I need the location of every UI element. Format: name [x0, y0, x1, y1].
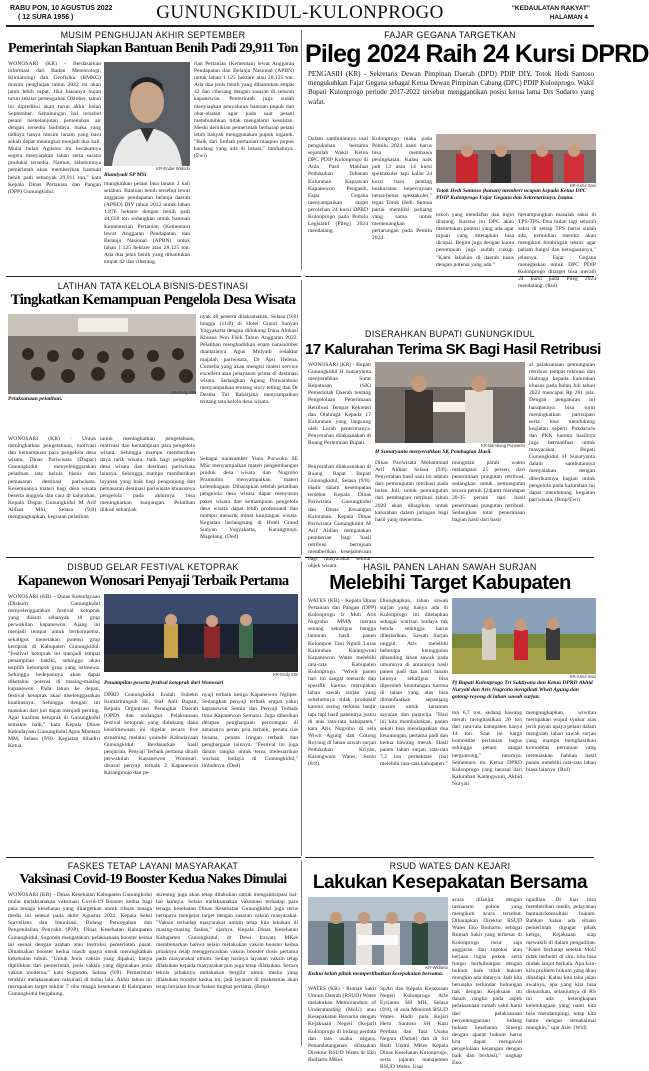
a3-col-3: nyak 40 peserta dilaksanakan, Selasa (9/8) hingga (11/8) di Hotel Grand Sunyan Yogyakarta dengan didukung Dana Alokasi Khusus Non Fisik Tahun Anggaran 2022. Pelatihan menghadirkan enam narasumber diantaranya Agus Mulyadi redaktur majalah pariwisata, Dr Apu Helena, Cornelia yang akan mengisi materi service excellent atau pelayanan prima di destinasi wisata. Sedangkan Agung Purwandono menyampaikan tentang story telling dan Dr Destha Titi Raharjana menyampaikan tentang tata kelola desa wisata. — [200, 314, 298, 406]
a4-photo-credit: KR-Bambang Purwanto — [481, 443, 525, 448]
a1-kicker: MUSIM PENGHUJAN AKHIR SEPTEMBER — [60, 30, 246, 40]
portrait-illustration — [104, 62, 190, 166]
a6-photo-caption: Pj Bupati Kulonprogo Tri Saktiyana dan Ketua DPRD Akhid Nuryati dan Aris Nugroho mengikuti Wiwit Agung dan gotong-royong di lahan sawah surjan. — [452, 680, 593, 700]
training-illustration — [8, 314, 196, 394]
a6-headline: Melebihi Target Kabupaten — [329, 572, 571, 594]
a5-photo-caption: Penampilan peserta festival ketoprak dari Wonosari — [104, 680, 224, 686]
a4-photo — [375, 362, 525, 443]
a2-col-1: Dalam sambutannya usai pengukuhan bersama sejumlah Wakil Ketua DPC PDIP Kulonprogo di Aula Pasti Manfaat Pedukuhan Tebanan Kalurahan Kaprawan Kapanewon Pengasih, Fajar Gegana menyampaikan target perolehan 24 kursi DPRD Kulonprogo pada Pemilu Legislatif (Pileg) 2024 mendatang. — [308, 136, 368, 235]
a6-kicker: HASIL PANEN LAHAN SAWAH SURJAN — [363, 562, 537, 572]
a8-photo — [308, 897, 448, 965]
column-divider — [301, 561, 302, 856]
a5-photo — [104, 594, 298, 672]
a4-photo-caption: H Sunaryanta menyerahkan SK Pembagian Hasil. — [375, 449, 492, 455]
masthead-rule — [6, 25, 594, 27]
a7-kicker: FASKES TETAP LAYANI MASYARAKAT — [67, 861, 239, 871]
a8-col-4: ngadilan. Di luar bisa memberikan medis, pelayanan bantuan/konsultasi hukum. Bahkan kalau ada situasi pemerintah digugat pihak ketiga, Kejaksaan siap mewakili di dalam pengadilan. "Kami berharap setelah MoU tidak berhenti di sini, kita bisa tindak lanjut berkala. Apa kira-kira problem hukum yang akan dihadapi. Kalau kita tahu jalan awalnya, apa yang kita bisa diskusikan, selanjutnya di RS ini ada kelengkapan kelembagaan yang nanti kita bisa mendampingi, tetap kita bantu dengan semaksimal mungkin," ujar Arie. (Wid) — [526, 897, 596, 1031]
a5-kicker: DISBUD GELAR FESTIVAL KETOPRAK — [67, 562, 239, 572]
mou-signing-illustration — [308, 897, 448, 965]
a2-photo — [436, 134, 596, 183]
masthead-title: GUNUNGKIDUL-KULONPROGO — [156, 2, 444, 23]
a7-col-2: skrening juga akan tetap dilakukan untuk mengantisipasi hal-hal lainnya. Selain melaksanakan vaksinasi terhadap para tenaga kesehatan Dinas Kesehatan Gunungkidul juga terus berupaya mengejar target dengan sasaran vaksin masyarakat. "Vaksin terhadap masyarakat umum tetap kita lakukan di masing-masing faskes," ujarnya. Kepala Dinas Kesehatan Kabupaten Gunungkidul, dr Dewi Irawaty MKes membenarkan bahwa selain melakukan vaksin booster kedua pihaknya tetap menggencarkan vaksin booster dosis pertama pada masyarakat umum. Setiap harinya layanan vaksin tetap dilakukan kepada masyarakat pun juga tetap dilakukan. Secara teknis pihaknya melakukan bergilir untuk media yang dilakukan booster kedua ini, jadi layanan di puskesmas akan tetap berjalan lewat faskes tingkat pertama. (Bmp) — [156, 892, 298, 991]
a8-col-1: WATES (KR) - Rumah Sakit Umum Daerah (RSUD) Wates melakukan Memorandum of Understanding (MoU) atau Kesepakatan Bersama dengan Kejaksaan Negeri (Kejari) Kulonprogo di bidang perdata dan tata usaha negara. Penandatanganan dilakukan Direktur RSUD Wates dr Eko Budiarto MKes — [308, 986, 376, 1063]
a3-kicker: LATIHAN TATA KELOLA BISNIS-DESTINASI — [57, 281, 249, 291]
a7-col-1: WONOSARI (KR) - Dinas Kesehatan Kabupaten Gunungkidul mulai melaksanakan vaksinasi Covid-19 Booster kedua bagi para tenaga kesehatan yang ditargetkan untuk ribuan tenaga medis ini selesai pada akhir Agustus 2022. Kepala Seksi Surveilans dan Imunisasi, Bidang Pencegahan dan Pengendalian Penyakit (P2P), Dinas Kesehatan Kabupaten Gunungkidul, Sugondo mengatakan, pelaksanaan booster kedua ini sesuai dengan arahan atau instruksi pemerintah pusat. Dinamakan booster kedua masih upaya untuk meningkatkan kekebalan tubuh. "Untuk Jenis vaksin yang dipakai, hanya dipilihkan dari pemerintah, jenis vaksin yang digunakan jenis vaksin moderna," kata Sugondo, Selasa (9/8). Pemerintah terakhir melaksanakan vaksinasi di bulan lalu. Akhir tahun ini merupakan target sekitar 7 ribu tenaga kesehatan di Kabupaten Gunungkidul bergabung. — [8, 892, 152, 998]
a8-photo-credit: KR-Widiarto — [425, 965, 448, 970]
column-divider — [301, 861, 302, 1046]
a4-kicker: DISERAHKAN BUPATI GUNUNGKIDUL — [365, 329, 535, 339]
a2-kicker: FAJAR GEGANA TARGETKAN — [384, 30, 516, 40]
a6-photo — [452, 598, 596, 674]
section-rule — [305, 557, 594, 558]
a8-kicker: RSUD WATES DAN KEJARI — [389, 861, 511, 871]
a7-headline: Vaksinasi Covid-19 Booster Kedua Nakes Dimulai — [19, 872, 287, 887]
a6-col-2: Diungkapkan, lahan sawah surjan yang hanya ada di Kulonprogo itu ditetapkan sebagai warisan budaya tak benda sehingga harus dilestarikan. Sawah Surjan unggul Aris melebihi beberapa keunggulan dibanding lahan sawah pada umumnya di antaranya hasil panen padi dan hasil tanam lainnya sekaligus bisa diperoleh keuntungan karena di lahan yang atas bisa dimanfaatkan sepanjang musim untuk tanaman sayuran dan palawija. "Hari ini kita membuktikan, panen sekali bisa mendapatkan dua keuntungan, pertama padi dan kedua bawang merah. Hasil panen lahan surjan rata-rata 7,2 ton perhektare (ha) melebihi rata-rata kabupaten." — [380, 598, 448, 768]
a6-col-4: mengungkapkan, wiwitan merupakan wujud syukur atas jerih payah upaya petani dalam mengolah lahan sawah surjan yang mampu menghasilkan komoditas pertanian yang memuaskan bahkan hasil panen melebihi rata-rata lahan biasa lainnya. (Rul) — [526, 710, 596, 773]
a2-col-4: merampungkan masalah saksi di TPS-TPS. Dua bulan lagi seluruh saksi di setiap TPS harus sudah ada, kemudian mereka akan mengikuti bimbingan teknis agar paham fungsi dan ketugasannya," jelasnya. Fajar Gegana menegaskan untuk DPC PDIP Kulonprogo ditarget bisa meraih 24 kursi pada Pileg 2024 mendatang. (Rul) — [518, 212, 596, 289]
a6-col-1: WATES (KR) - Kepala Dinas Pertanian dan Pangan (DPP) Kulonprogo Ir Muh Aris Nugroho MMA merasa senang sekaligus bangga lantaran hasil panen Kelompok Tani Ngudi Luras Kalurahan Karangwuni Kapanewon Wates melebihi rata-rata Kabupaten Kulonprogo. "Wiwit panen hari ini sangat menarik dan spesifik karena merupakan lahan sawah surjan yang sebelumnya tidak produktif karena sering terkena banjir tapi tapi hasil panennya justru di atas rata-rata kabupaten," kata Aris Nugroho di sela Wiwit Agung dan Gotong Royong di lahan sawah surjan Pedukuhan Kriyan, Karangwuni Wates, Senin (8/8). — [308, 598, 376, 768]
handover-illustration — [375, 362, 525, 443]
harvest-illustration — [452, 598, 596, 674]
a2-col-3: tokoh yang mendaftar dan ingin diusung. Karena itu DPC akan memetakan potensi yang ada agar tujuan yang ditetapkan bisa dicapai. Begitu juga dengan kuota perempuan juga sudah cukup. "Kami lakukan di daerah basis dengan potensi yang ada." — [436, 212, 514, 268]
a4-col-3: mungutan parah waktu melampaui 25 persen, dari penerimaan pungutan retribusi, sedangkan untuk pemungutan secara penuh (24jam) mendapat 20-35 persen dari hasil penerimaan pungutan retribusi. Sedangkan total penerimaan bagian hasil dari hasil — [452, 460, 525, 523]
a5-photo-credit: KR-Dedy EW — [273, 672, 298, 677]
column-divider — [301, 280, 302, 555]
masthead-page-number: HALAMAN 4 — [549, 14, 588, 21]
a1-col-2: mungkinkan petani bisa tanam 2 kali setahun. Bantuan benih tersebut lewat anggaran pendapatan belanja daerah (APBD) DIY tahun 2022 untuk lahan 1.876 hektare dengan benih padi 44,650 ton sedangkan untuk bantuan Kementerian Pertanian (Kementan) lewat Anggaran Pendapatan dan Belanja Nasional (APBN) untuk lahan 1.125 hektare atau 28,125 ton. Ada dua jenis benih yang dibantukan empat 42 dan ciherang. — [104, 181, 190, 266]
a4-col-1: Penyerahan dilaksanakan di Ruang Rapat Bupati Gunungkidul, Selasa (9/8). Hadir dalam kesempatan tersebut Kepala Dinas Pariwisata Gunungkidul dan Dinas Keuangan Kalurahan. Kepala Dinas Pariwisata Gunungkidul M Arif Aldian mengatakan pemberian bagi hasil retribusi bertujuan memberikan kesejahteraan bagi masyarakat sekitar objek wisata. — [308, 464, 371, 570]
a5-headline: Kapanewon Wonosari Penyaji Terbaik Pertama — [17, 573, 289, 589]
a3-col-4: Sebagai narasumber Yuno Purwoko SE MSc menyampaikan materi pengembangan produk desa wisata dan Nugroho Pramudito menyampaikan materi kelembagaan. Diharapkan setelah pelatihan pengelola desa wisata dapat menyusun paket wisata dan kemampuan pengelola desa wisata dapat lebih profesional dan mampu menarik minat kunjungan wisata. Kegiatan berlangsung di Hotel Grand Sunyan Yogyakarta, Karangmojo, Magelang. (Ded) — [200, 456, 298, 541]
a6-col-3: ton 6,7 ton, sedang bawang merah menghasilkan 20 ton dari rata-rata kabupaten hanya 14 ton. Saat ini harga komoditas pertanian bagus sehingga petani sangat berguntung," tuturnya. Sementara itu Ketua DPRD Kulonprogo yang berasal dari Kalurahan Karangwuni, Akhid Nuryati — [452, 710, 522, 787]
a8-col-3: acara dilanjut dengan menanam pohon yang mengikuti acara tersebut. Diharapkan Direktur RSUD Wates Eko Budiarto, sebagai Rumah Sakit yang terbesar di Kulonprogo turut saja anggaran dan tupoksi atau kerjaan tugas pokok serta fungsi berhubungan dengan hukum baik tidak hukum mungkin ada datanya. Jadi kita berusaha terhindar hubungan hak dengan Kejaksaan ini dalam rangka pada aspek pelaksanaan rumah sakit kami dari pelaksanaan penyelenggaraan bidang hukum kesehatan. Sinergi dengan aparat hukum harus kita dapat mengawal pengelolaan keuangan dengan baik dan berhasil," ungkap Eko. — [452, 897, 522, 1067]
a6-photo-credit: KR-Asrul Sani — [569, 674, 596, 679]
masthead-date-jw: ( 12 SURA 1956 ) — [18, 14, 74, 21]
a8-headline: Lakukan Kesepakatan Bersama — [312, 872, 588, 893]
masthead-date: RABU PON, 10 AGUSTUS 2022 — [10, 5, 113, 12]
stage-performance-illustration — [104, 594, 298, 672]
a3-col-1: WONOSARI (KR) - Untuk meningkatkan pengetahuan, motivasi dan kemampuan para pengelola desa wisata, Dinas Pariwisata (Dispar) Gunungkidul menyelenggarakan pelatihan tata kelola bisnis dan pemasaran destinasi pariwisata. Kesemuanya materi bagi desa wisata beserta anggota dan cara di kalurahan. Kepala Dispar Gunungkidul M Arif Aldian MSi, Selasa (9/8) mengungkapkan, kegiatan pelatihan — [8, 436, 96, 521]
a4-lead: WONOSARI (KR) - Bupati Gunungkidul H Sunaryanta menyerahkan Surat Keputusan (SK) Pemerintah Daerah tentang Pengelolaan Penerimaan Retribusi Tempat Rekreasi dan Olahraga Kepada 17 Kalurahan yang langsung oleh Lurah penerimanya. Penyerahan dilaksanakan di Ruang Pertemuan Bupati. — [308, 362, 371, 447]
a1-col-1: WONOSARI (KR) - Berdasarkan informasi dari Badan Meteorologi, Klimatologi dan Geofisika (BMKG) musim penghujan tahun 2022 ini akan jatuh lebih cepat. Jika biasanya hujan turun sekitar pertengahan Oktober, tahun ini diprediksi akan turun akhir bulan September. Sehubungan hal tersebut petani berkelanjutan pemenuhan air dengan tersedia budidaya, maka yang tadinya hanya musim tanam yang baru sekali dapat meningkat menjadi dua kali. Mulai bulan Agustus ini kecakatnya segera menyiapkan lahan serta sarana produksi tersedia. Namun, sebelumnya pemerintah akan memberikan bantuan benih padi sebanyak 29,911 ton," kata Kepala Dinas Pertanian dan Pangan (DPP) Gunungkidul. — [8, 61, 101, 195]
a8-col-2: SpAn dan Kepala Kejaksaan Negeri Kulonprogo Arie Eyrianto SH MH, Selasa (9/8), di aula Menoreh RSUD Wates. Hadir pula Kejari Heru Santoso SH Kasi Perdata dan Tata Usaha Negara (Datun) dan dr Sri Budi Utami MKes Kepala Dinas Kesehatan Kulonprogo, serta jajaran manajemen RSUD Wates. Usai — [380, 986, 448, 1071]
a3-photo-credit: KR-Dedy EW — [171, 390, 196, 395]
a5-col-3: nyaji terbaik ketiga Kapanewon Ngliper. Sedangkan penyaji terbaik empat yakni kapanewon Semin dan Penyaji Terbaik lima Kapanewon Semanu. Juga diberikan delapan penghargaan perorangan di antaranya peran pria terbaik, penata rias busana, penata iringan terbaik dan penghargaan lainnya. "Festival ini juga dalam rangka untuk terus melestarikan warisan budaya di Gunungkidul," imbuhnya. (Ded) — [202, 692, 298, 769]
a1-photo-caption: Riamiyadi SP MSi — [104, 172, 147, 178]
section-rule — [6, 557, 301, 558]
a3-headline: Tingkatkan Kemampuan Pengelola Desa Wisata — [10, 292, 296, 308]
masthead-paper-name: "KEDAULATAN RAKYAT" — [511, 5, 590, 12]
a1-col-3: rian Pertanian (Kementan) lewat Anggaran Pendapatan dan Belanja Nasional (APBN) untuk lahan 1.125 hektare atau 28,125 ton. Ada dua jenis benih yang dibantukan empat 42 dan ciherang dengan sasaran di seluruh kapanewon. Pemerintah juga sudah menyiapkan penyaluran bantuan pupuk dan obat-obatan agar pada saat petani membutuhkan tidak mengalami kesulitan. Meski demikian pemerintah berharap petani lebih banyak menggunakan pupuk organik. "Baik dari limbah pertanian maupun pupuk kandang yang ada di lokasi," tambahnya. (Ewi) — [194, 61, 294, 160]
a1-headline: Pemerintah Siapkan Bantuan Benih Padi 29,911 Ton — [8, 41, 298, 56]
a2-col-2: Kulonprogo maka pada Pemilu 2024 nanti harus bisa membawa peningkatan. Kalau naik jadi 13 atau 14 kursi spektakuler tapi kalau 24 kursi baru penting keakuratan kepercayaan benar-benar spektakuler," tegas Totok Hedi. Semua partai memiliki peluang yang sama untuk memenangkan pertarungan pada Pemilu 2024. — [372, 136, 432, 242]
a2-photo-credit: KR-Asrul Sani — [569, 183, 596, 188]
a1-photo-credit: KR-Endar Widodo — [156, 166, 190, 171]
a4-col-2: Dinas Pariwisata Mohammad Arif Aldian Selasa (9/8). Penyerahan hasil sani ini adalah dari pemungutan retribusi pada bulan Juli, untuk pemungutan dari pembagian retribusi tahun 2020 akan dibagikan untuk kalurahan dalam jaringan bagi hasil yang menerima. — [375, 460, 448, 523]
column-divider — [301, 30, 302, 270]
a3-col-2: untuk meningkatkan pengetahuan, motivasi dan kemampuan para pengelola wisata. Sehingga mampu memberikan daya tarik wisata, baik bagi pengelola desa wisata dan destinasi pariwisata lainnya. Sehingga mampu memberikan layanan yang baik bagi pengunjung dan pemasaran destinasi pariwisata khususnya pengelola pada akhirnya bisa meningkatkan kunjungan. Pelatihan diikuti sebanyak — [100, 436, 195, 513]
section-rule — [305, 276, 594, 277]
section-rule — [6, 857, 301, 858]
a2-photo-caption: Totok Hedi Santoso (kanan) memberi ucapan kepada Ketua DPC PDIP Kulonprogo Fajar Gegana dan Sekretarisnya, Istana. — [436, 188, 587, 201]
a5-col-2: DPRD Gunungkidul Endah Subekti Kuntariningsih SE, Staf Ahli Bupati, Kepala Organisasi Perangkat Daerah (OPD) dan undangan. Pelaksanaan festival ketoprak yang didukung dana keistimewaan ini digelar secara live streaming melalui youtube Kabudayaan Gunungkidul. Berdasarkan hasil penjurian, Penyaji Terbaik pertama diraih perwakilan Kapanewon Wonosari, disusul penyaji terbaik 2 Kapanewon Karangmojo dan pe- — [104, 692, 198, 777]
a2-headline: Pileg 2024 Raih 24 Kursi DPRD — [305, 40, 649, 68]
a5-col-1: WONOSARI (KR) - Dinas Kebudayaan (Disbud) Gunungkidul menyelenggarakan festival ketoprak yang diikuti sebanyak 18 grup perwakilan kapanewon. Ajang ini menjadi tempat untuk berkompetisi, sekaligus menetakan potensi grup ketoprak di Kabupaten Gunungkidul. "Festival ketoprak ini menjadi tempat penampilan hakiki, sehingga akan terpilih kelompok grup yang istimewa. Sehingga kedepannya akan dapat diketahui potensi di masing-masing kapanewon. Pada tahun ke depan, festival ketoprak akan diselenggarakan kualitasnya. Sehingga dengan ini masukan dari juri dapat menjadi penting. Agar kualitas ketoprak di Gunungkidul semakin baik," kata Kepala Dinas Kebudayaan Gunungkidul Agus Mantara MM, Selasa (9/8). Kegiatan dihadiri Ketua — [8, 594, 100, 749]
ceremony-illustration — [436, 134, 596, 183]
a4-headline: 17 Kalurahan Terima SK Bagi Hasil Retribusi — [305, 341, 601, 358]
a4-col-4: al pelaksanaan pemungutan retribusi tempat rekreasi dan olahraga kepada kalurahan khusus pada bulan Juli tahun 2022 mencapai Rp 261 juta. Dengan pengaturan ini harapannya bisa turut meningkatkan partisipasi serta bisa mendukung kegiatan seperti Pokdarwis dan PKK karena hasilnya juga bermanfaat untuk masyarakat. Bupati Gunungkidul H Sunaryanta dalam sambutannya menyatakan dengan diberikannya bagian untuk pengelola pada kalurahan ini dapat mendukung kegiatan pariwisata. (Bmp/Ewi) — [529, 362, 595, 503]
a1-photo — [104, 62, 190, 166]
a3-photo-caption: Pelaksanaan pelatihan. — [8, 396, 63, 402]
section-rule — [305, 857, 594, 858]
a3-photo — [8, 314, 196, 394]
a2-lead: PENGASIH (KR) - Sekretaris Dewan Pimpinan Daerah (DPD) PDIP DIY, Totok Hedi Santoso mengukuhkan Fajar Gegana sebagai Ketua Dewan Pimpinan Cabang (DPC) PDIP Kulonprogo. Wakil Bupati Kulonprogo periode 2017-2022 tersebut menggantikan posisi ketua lama Drs Sudarto yang wafat. — [308, 70, 594, 106]
section-rule — [6, 276, 301, 277]
a8-photo-caption: Kedua belah pihak memperlihatkan kesepakatan bersama. — [308, 971, 444, 977]
